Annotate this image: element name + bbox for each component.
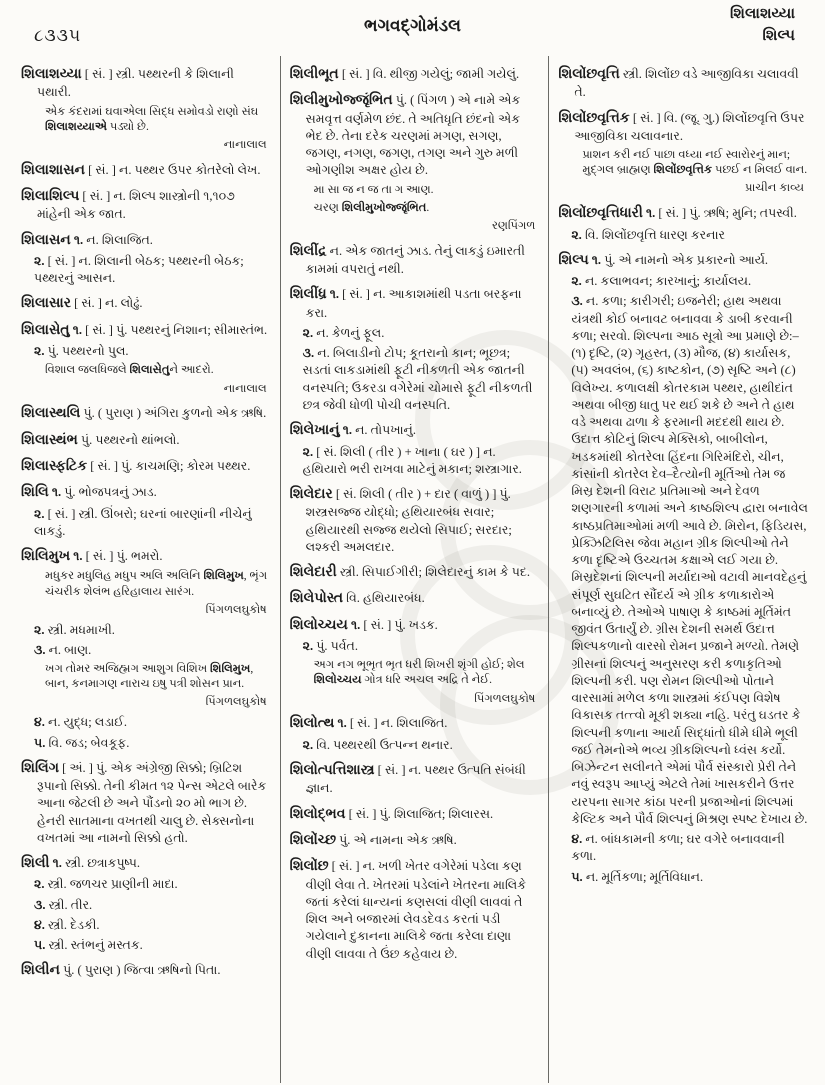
attribution: નાનાલાલ [223,138,267,151]
headword: શિલીમુખોજ્જૃંભિત [289,93,393,109]
headword: શિલોત્થ [289,716,335,732]
sense-line: ૩. સ્ત્રી. તીર. [34,897,93,912]
column-2 [280,56,549,1083]
sense-line: ૨. ન. કેળનું ફૂલ. [302,325,385,340]
headword: શિલીંધ્ર [289,287,327,303]
headword: શિલી [21,856,50,872]
attribution: પ્રાચીન કાવ્ય [745,182,805,195]
column-3 [548,56,817,1083]
sense-line: ૨. [ સં. શિલી ( તીર ) + ખાના ( ઘર ) ] ન. હથિયારો ભરી રાખવા માટેનું મકાન; શસ્ત્રાગાર. [302,444,522,476]
dictionary-entry: શિલોંછવૃત્તિધારી ૧. [ સં. ] પું. ઋષિ; મુનિ; તપસ્વી. [558,206,797,222]
dictionary-entry: શિલેખાનું ૧. ન. તોપખાનું. [289,423,416,439]
headword: શિલીન [21,963,60,979]
guide-word-last: શિલ્પ [762,27,795,44]
headword: શિલાસેતુ [21,322,70,338]
headword: શિલીભૂત [289,67,339,82]
dictionary-entry: શિલાસાર [ સં. ] ન. લોઢું. [21,296,143,312]
headword: શિલેદાર [289,487,333,503]
quote-line: મધુકર મધુલિહ મધુપ અલિ અલિનિ શિલિમુખ, ભૃંગ ચંચરીક શેલંભ હરિહાલાય સારંગ. [45,570,268,598]
dictionary-entry: શિલેદારી સ્ત્રી. સિપાઈગીરી; શિલેદારનું કામ કે પદ. [289,565,530,581]
headword: શિલ્પ [558,252,589,268]
dictionary-entry: શિલાસ્ફટિક [ સં. ] પું. કાચમણિ; કોરમ પથ્થર. [21,458,251,474]
sense-line: ૨. સ્ત્રી. મધમાખી. [34,622,115,637]
headword: શિલોદ્ભવ [289,806,346,822]
headword: શિલોંછવૃત્તિધારી [558,206,643,222]
sense-line: ૨. સ્ત્રી. જળચર પ્રાણીની માદા. [34,877,178,892]
guide-words [730,4,795,48]
quote-line: ચરણ શિલીમુખોજ્જૃંભિત. [313,201,430,214]
dictionary-entry: શિલોદ્ભવ [ સં. ] પું. શિલાજિત; શિલારસ. [289,806,494,822]
sense-line: ૩. ન. બિલાડીનો ટોપ; કૂતરાનો કાન; ભૂછત્ર; સડતાં લાકડામાંથી ફૂટી નીકળતી એક જાતની વનસ્પતિ; ઉકરડા વગેરેમાં ચોમાસે ફૂટી નીકળતી છત્ર જેવી ધોળી પોચી વનસ્પતિ. [302,346,533,412]
attribution: પિંગળલઘુકોષ [205,603,267,616]
dictionary-entry: શિલોંછવૃત્તિક [ સં. ] વિ. (જૂ. ગુ.) શિલોંછવૃત્તિ ઉપર આજીવિકા ચલાવનાર. [558,110,805,143]
dictionary-entry: શિલાસન ૧. ન. શિલાજિત. [21,232,153,248]
headword: શિલોત્પત્તિશાસ્ત્ર [289,763,375,779]
sense-line: ૩. ન. કળા; કારીગરી; ઇજનેરી; હાથ અથવા યંત્રથી કોઈ બનાવટ બનાવવા કે ડાબી કરવાની કળા; સરવો. શિલ્પના આઠ સૂત્રો આ પ્રમાણે છે:– (૧) દૃષ્ટિ, (૨) ગૃહસ્ત, (૩) મૌજ, (૪) કાર્યાસક, (૫) અવલંબ, (૬) કાષ્ટકોન, (૭) સૃષ્ટિ અને (૮) વિલેખ્ય. કળાલક્ષી કોતરકામ પથ્થર, હાથીદાંત અથવા બીજી ધાતુ પર થઈ શકે છે અને તે હાથ વડે અથવા ઢાળા કે ફરમાની મદદથી થાય છે. ઉદાત્ત કોટિનું શિલ્પ મેક્સિકો, બાબીલોન, ખડકમાંથી કોતરેલા હિંદના ગિરિમંદિરો, ચીન, કાંસાંની કોતરેલ દેવ–દૈત્યોની મૂર્તિઓ તેમ જ મિસ્ર દેશની વિરાટ પ્રતિમાઓ અને દેવળ શણગારની કળામાં અને કાષ્ઠશિલ્પ દ્વારા બનાવેલ કાષ્ઠપ્રતિમાઓમાં મળી આવે છે. મિરોન, ફિડિયસ, પ્રેક્ઝિટિલિસ જેવા મહાન ગ્રીક શિલ્પીઓ તેને કળા દૃષ્ટિએ ઉચ્ચતમ કક્ષાએ લઈ ગયા છે. મિસ્રદેશનાં શિલ્પની મર્યાદાઓ વટાવી માનવદેહનું સંપૂર્ણ સુઘટિત સૌંદર્ય એ ગ્રીક કળાકારોએ બનાવ્યું છે. તેઓએ પાષાણ કે કાષ્ઠમાં મૂર્તિમંત જીવંત ઉતાર્યું છે. ગ્રીસ દેશની સમર્થ ઉદાત્ત શિલ્પકળાનો વારસો રોમન પ્રજાને મળ્યો. તેમણે ગ્રીસનાં શિલ્પનું અનુસરણ કરી કળાકૃતિઓ શિલ્પની કરી. પણ રોમન શિલ્પીઓ પોતાને વારસામાં મળેલ કળા શાસ્ત્રમાં કંઈપણ વિશેષ વિકાસક તત્ત્વો મૂકી શક્યા નહિ. પરંતુ ઘડતર કે શિલ્પની કળાના આર્યા સિદ્ધાંતો ધીમે ધીમે ભૂલી જઈ તેમનોએ ભવ્ય ગ્રીકશિલ્પનો ધ્વંસ કર્યો. બિઝેન્ટન સલીનતે એમાં પૌર્વ સંસ્કારો પ્રેરી તેને નવું સ્વરૂપ આપ્યું એટલે તેમાં ખાસકરીને ઉત્તર યરપના સાગર કાંઠા પરની પ્રજાઓનાં શિલ્પમાં કેલ્ટિક અને પૌર્વ શિલ્પનું મિશ્રણ સ્પષ્ટ દેખાય છે. [571,294,808,826]
headword: શિલિમુખ [21,549,71,565]
sense-line: ૫. ન. મૂર્તિકળા; મૂર્તિવિધાન. [571,869,704,884]
headword: શિલિંગ [21,760,59,776]
dictionary-entry: શિલોચ્ચય ૧. [ સં. ] પું. ખડક. [289,617,438,633]
dictionary-entry: શિલીંદ્ર ન. એક જાતનું ઝાડ. તેનું લાકડું ઇમારતી કામમાં વપરાતું નથી. [289,243,525,277]
sense-line: ૨. વિ. શિલોંછવૃત્તિ ધારણ કરનાર [571,227,725,242]
sense-line: ૨. ન. કલાભવન; કારખાનું; કાર્યાલય. [571,274,752,289]
headword: શિલાશાસન [21,162,85,178]
attribution: પિંગળલઘુકોષ [205,696,267,709]
headword: શિલોંચ્છ [289,832,337,848]
headword: શિલાશિલ્પ [21,189,80,205]
sense-line: ૨. વિ. પથ્થરથી ઉત્પન્ન થનાર. [302,737,453,752]
headword: શિલાસન [21,232,71,248]
quote-line: વિશાલ જલધિજલે શિલાસેતુને આદરો. [45,364,214,377]
quote-line: અગ નગ ભૂભૃત ભૃત ધરી શિખરી શૃંગી હોઈ; શેલ શિલોચ્ચય ગોત્ર ધરિ અચલ અદ્રિ તે નેઈ. [313,659,525,687]
dictionary-entry: શિલાસ્થંભ પું. પથ્થરનો થાંભલો. [21,432,180,448]
dictionary-entry: શિલોંછ [ સં. ] ન. ખળી ખેતર વગેરેમાં પડેલા કણ વીણી લેવા તે. ખેતરમાં પડેલાંને ખેતરના માલિકે જતાં કરેલાં ધાન્યનાં કણસલાં વીણી લાવવાં તે શિલ અને બજારમાં લેવડદેવડ કરતાં પડી ગયેલાને દુકાનના માલિકે જતા કરેલા દાણા વીણી લાવવા તે ઉંછ કહેવાય છે. [289,859,527,961]
dictionary-entry: શિલિમુખ ૧. [ સં. ] પું. ભમરો. [21,549,163,565]
attribution: રણપિંગળ [491,219,536,232]
dictionary-entry: શિલેપોસ્ત વિ. હથિયારબંધ. [289,591,425,607]
sense-line: ૫. વિ. જડ; બેવકૂફ. [34,735,130,750]
dictionary-entry: શિલાશિલ્પ [ સં. ] ન. શિલ્પ શાસ્ત્રોની ૧,૧૦૭ માંહેની એક જાત. [21,189,235,222]
dictionary-entry: શિલિ ૧. પું. ભોજપત્રનું ઝાડ. [21,485,157,501]
sense-line: ૨. પું. પથ્થરનો પુલ. [34,344,129,359]
headword: શિલીંદ્ર [289,243,327,259]
dictionary-entry: શિલાસેતુ ૧. [ સં. ] પું. પથ્થરનું નિશાન; સીમાસ્તંભ. [21,322,268,338]
headword: શિલાસ્ફટિક [21,458,88,474]
headword: શિલેપોસ્ત [289,591,344,607]
dictionary-entry: શિલાશાસન [ સં. ] ન. પથ્થર ઉપર કોતરેલો લેખ. [21,162,261,178]
dictionary-entry: શિલેદાર [ સં. શિલી ( તીર ) + દાર ( વાળું ) ] પું. શસ્ત્રસજ્જ યોદ્ધો; હથિયારબંધ સવાર; હથિયારથી સજ્જ થયેલો સિપાઈ; સરદાર; લશ્કરી અમલદાર. [289,487,512,554]
dictionary-entry: શિલોંછવૃત્તિ સ્ત્રી. શિલોંછ વડે આજીવિકા ચલાવવી તે. [558,67,799,100]
dictionary-entry: શિલ્પ ૧. પું. એ નામનો એક પ્રકારનો આર્ય. [558,252,769,268]
sense-line: ૪. ન. યુદ્ધ; લડાઈ. [34,715,128,730]
sense-line: ૪. ન. બાંધકામની કળા; ઘર વગેરે બનાવવાની કળા. [571,832,785,864]
column-layout [12,56,817,1083]
dictionary-entry: શિલોત્પત્તિશાસ્ત્ર [ સં. ] ન. પથ્થર ઉત્પતિ સંબંધી જ્ઞાન. [289,763,526,796]
dictionary-entry: શિલીંધ્ર ૧. [ સં. ] ન. આકાશમાંથી પડતા બરફના કરા. [289,287,522,320]
headword: શિલાસ્થલિ [21,406,81,422]
sense-line: ૨. [ સં. ] સ્ત્રી. ઊંબરો; ઘરનાં બારણાંની નીચેનું લાકડું. [34,506,252,538]
dictionary-entry: શિલાશય્યા [ સં. ] સ્ત્રી. પથ્થરની કે શિલાની પથારી. [21,67,235,100]
dictionary-entry: શિલાસ્થલિ પું. ( પુરાણ ) અંગિરા કુળનો એક ઋષિ. [21,406,267,422]
dictionary-entry: શિલીમુખોજ્જૃંભિત પું. ( પિંગળ ) એ નામે એક સમવૃત્ત વર્ણમેળ છંદ. તે અતિધૃતિ છંદનો એક ભેદ છે. તેના દરેક ચરણમાં મગણ, સગણ, જગણ, નગણ, જગણ, તગણ અને ગુરુ મળી ઓગણીશ અક્ષર હોય છે. [289,93,521,178]
dictionary-entry: શિલોંચ્છ પું. એ નામના એક ઋષિ. [289,832,457,848]
headword: શિલોંછ [289,859,329,875]
quote-line: મા સા જ ન જ તા ગ આણ. [313,183,434,196]
headword: શિલાશય્યા [21,67,82,82]
sense-line: ૫. સ્ત્રી. સ્તંભનું મસ્તક. [34,938,143,953]
attribution: પિંગળલઘુકોષ [474,692,536,705]
quote-line: ખગ તોમર અજિહ્મગ આશુગ વિશિખ શિલિમુખ, બાન, કનમાગણ નારાચ ઇષુ પત્રી શોસન પ્રાન. [45,663,254,691]
headword: શિલોંછવૃત્તિક [558,110,630,126]
column-1 [12,56,280,1083]
headword: શિલાસ્થંભ [21,432,78,448]
attribution: નાનાલાલ [223,382,267,395]
sense-line: ૨. પું. પર્વત. [302,639,358,654]
page-number: ૮૩૩૫ [34,26,82,45]
quote-line: એક કંદરામાં ઘવાએલા સિદ્ધ સમોવડો રાણો સંઘ શિલાશય્યાએ પડ્યો છે. [45,105,259,133]
page-header [0,0,825,56]
headword: શિલેદારી [289,565,337,581]
dictionary-entry: શિલિંગ [ અં. ] પું. એક અંગ્રેજી સિક્કો; બ્રિટિશ રૂપાનો સિક્કો. તેની કીમત ૧૨ પેન્સ એટલે બારેક આના જેટલી છે અને પૌંડનો ૨૦ મો ભાગ છે. હેનરી સાતમાના વખતથી ચાલુ છે. સેક્સનોના વખતમાં આ નામનો સિક્કો હતો. [21,760,267,845]
book-title: ભગવદ્ગોમંડલ [364,16,461,35]
sense-line: ૩. ન. બાણ. [34,642,92,657]
quote-line: પ્રાશન કરી નઈ પાછા વધ્યા નઈ સ્વારોરનું માન; મુદ્ગલ બ્રાહ્મણ શિલોંછવૃત્તિક પછઈ ન મિલઈ વાન. [582,149,808,177]
dictionary-entry: શિલી ૧. સ્ત્રી. છત્રાકપુષ્પ. [21,856,141,872]
headword: શિલિ [21,485,49,501]
headword: શિલોંછવૃત્તિ [558,67,620,82]
headword: શિલાસાર [21,296,71,312]
dictionary-entry: શિલીન પું. ( પુરાણ ) જિત્વા ઋષિનો પિતા. [21,963,221,979]
sense-line: ૪. સ્ત્રી. દેડકી. [34,917,100,932]
sense-line: ૨. [ સં. ] ન. શિલાની બેઠક; પથ્થરની બેઠક; પથ્થરનું આસન. [34,253,244,286]
dictionary-entry: શિલીભૂત [ સં. ] વિ. થીજી ગયેલું; જામી ગયેલું. [289,67,520,82]
headword: શિલોચ્ચય [289,617,348,633]
headword: શિલેખાનું [289,423,340,439]
guide-word-first: શિલાશય્યા [730,6,795,22]
dictionary-entry: શિલોત્થ ૧. [ સં. ] ન. શિલાજિત. [289,716,448,732]
